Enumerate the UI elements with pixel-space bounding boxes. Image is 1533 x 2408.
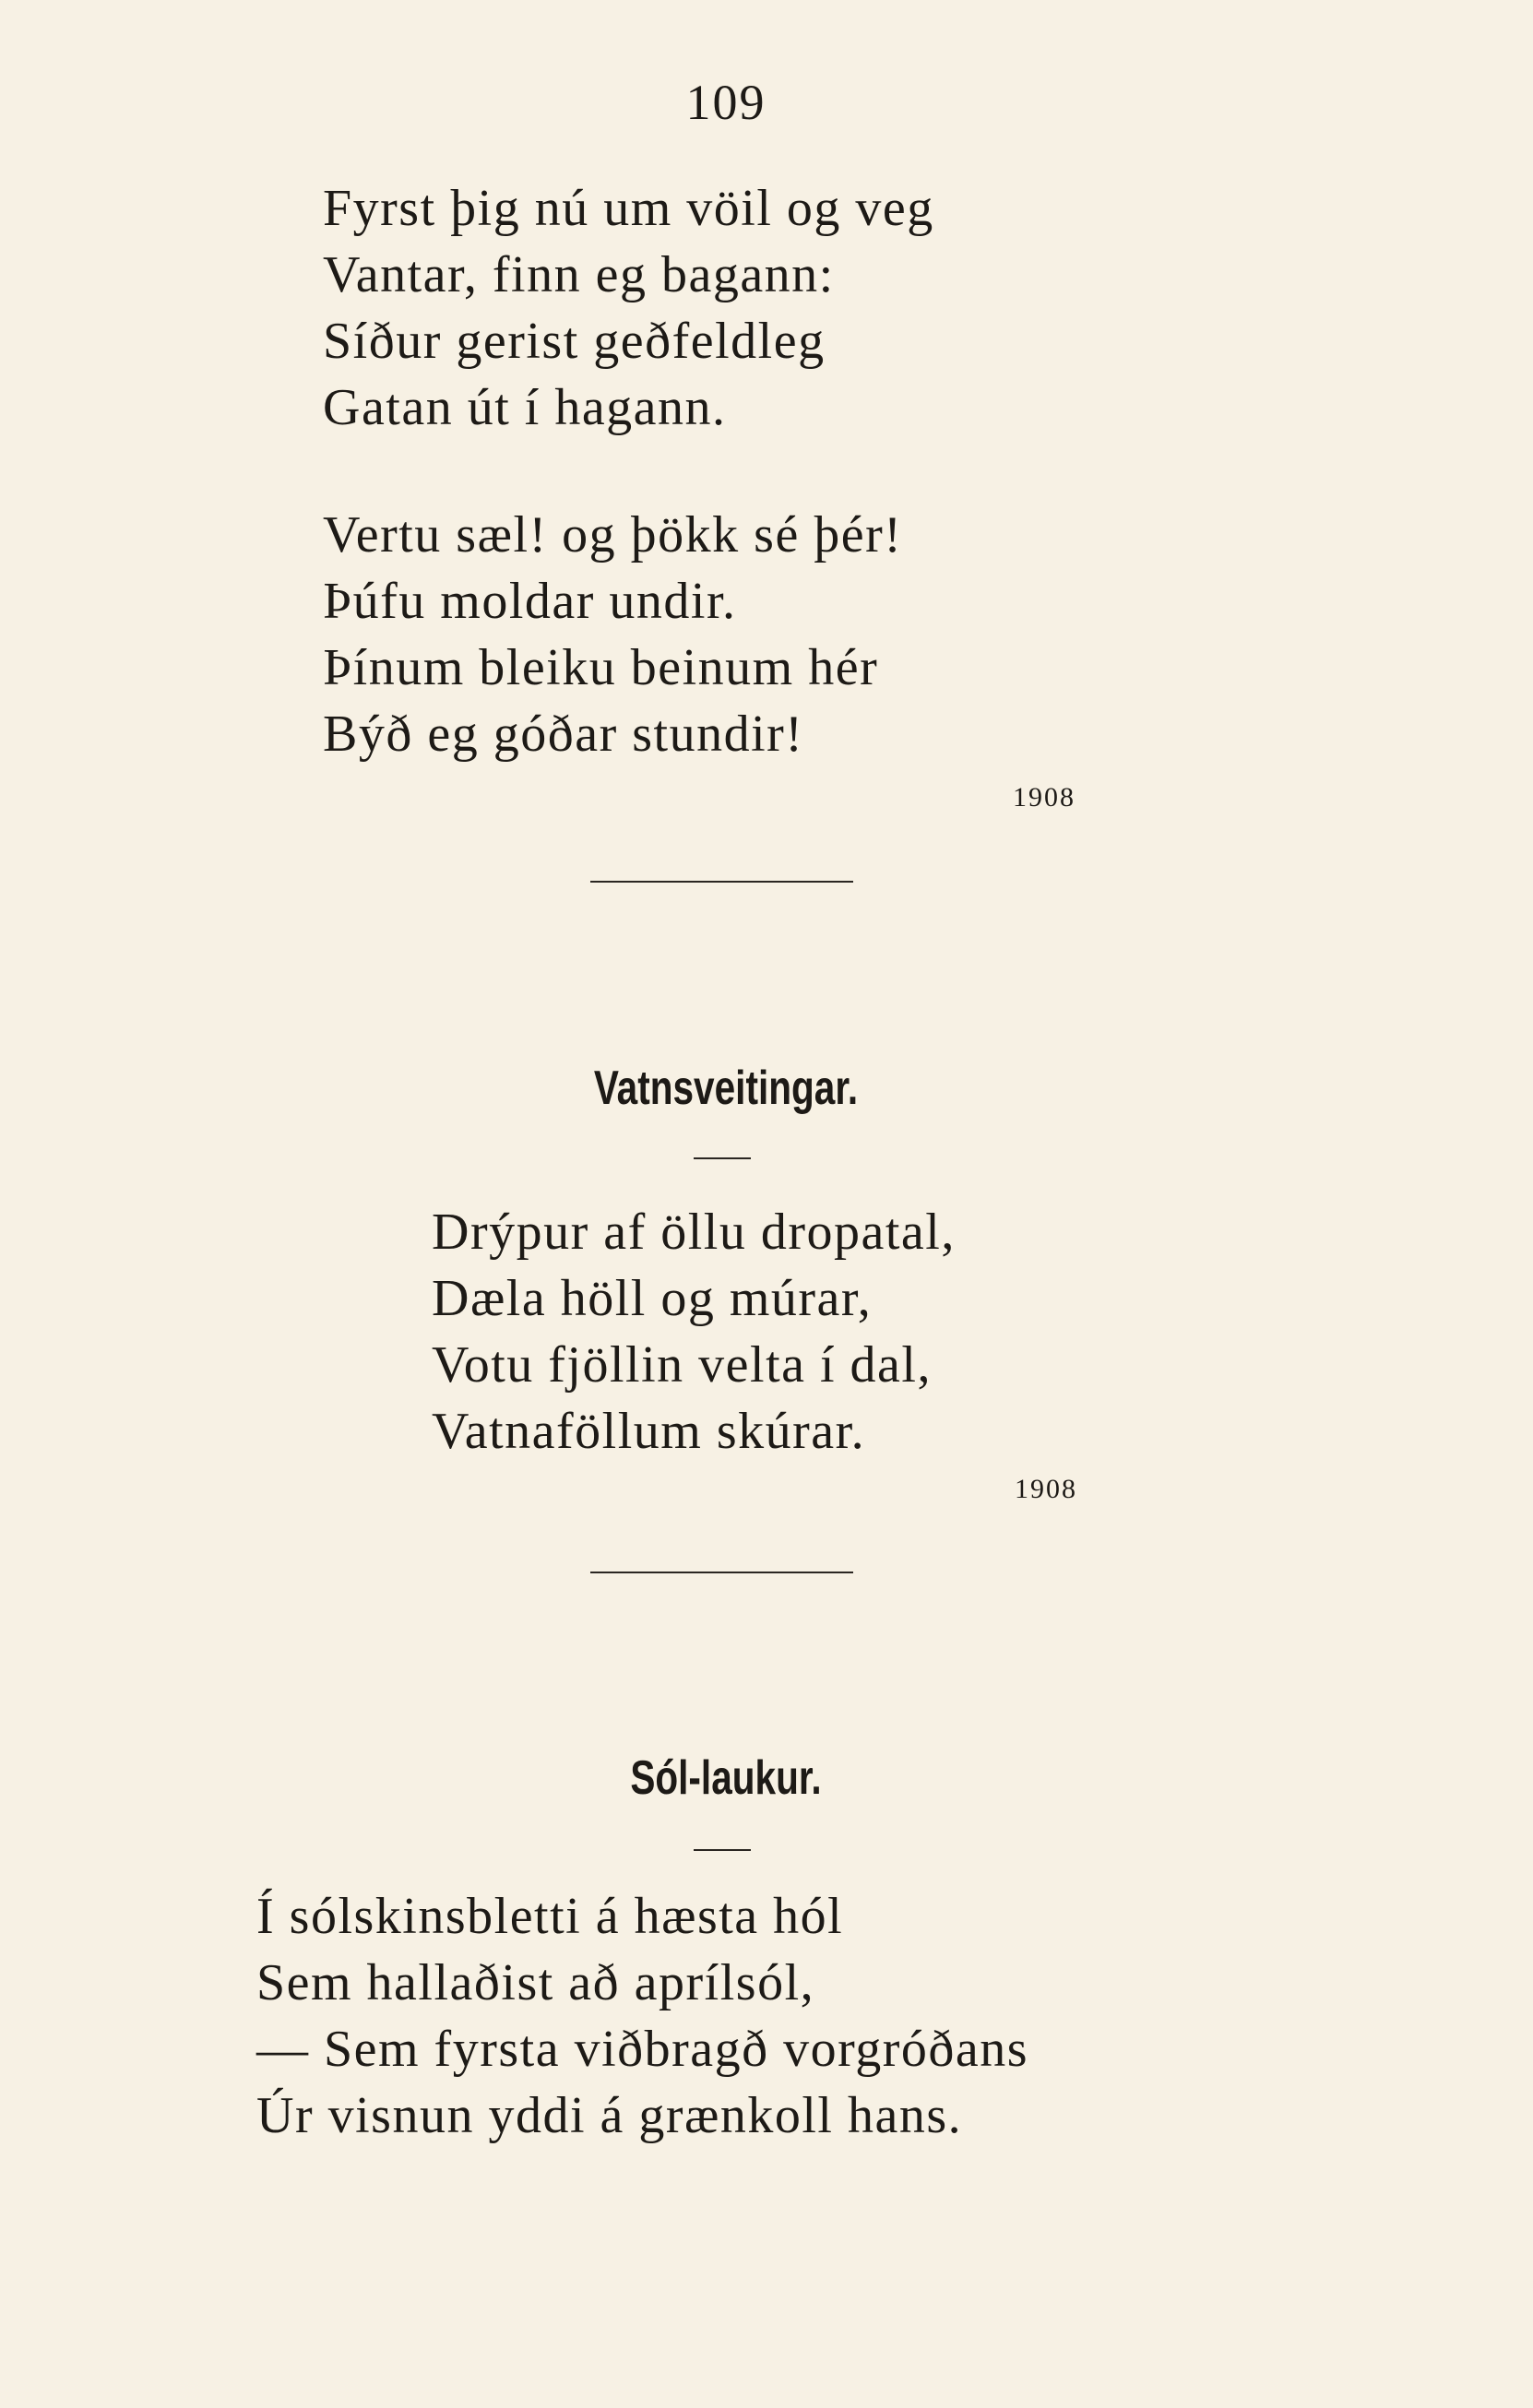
poem1-date: 1908 <box>1013 782 1075 813</box>
verse-line: Þínum bleiku beinum hér <box>323 639 879 696</box>
section-divider <box>590 881 853 883</box>
verse-line: Úr visnun yddi á grænkoll hans. <box>256 2087 963 2144</box>
verse-line: Síður gerist geðfeldleg <box>323 313 826 370</box>
page-number: 109 <box>685 75 766 130</box>
poem2-title: Vatnsveitingar. <box>593 1062 859 1115</box>
title-underline <box>694 1157 751 1159</box>
section-divider <box>590 1572 853 1573</box>
poem1-stanza2 <box>323 502 902 767</box>
verse-line: Býð eg góðar stundir! <box>323 706 804 763</box>
poem3-stanza <box>256 1883 1028 2149</box>
verse-line: Drýpur af öllu dropatal, <box>432 1204 956 1261</box>
verse-line: Gatan út í hagann. <box>323 379 727 436</box>
poem2-stanza <box>432 1199 956 1465</box>
verse-line: Vantar, finn eg bagann: <box>323 246 835 303</box>
verse-line: Þúfu moldar undir. <box>323 573 737 630</box>
verse-line: Fyrst þig nú um vöil og veg <box>323 180 934 237</box>
poem3-title: Sól-laukur. <box>630 1751 822 1805</box>
verse-line: Vertu sæl! og þökk sé þér! <box>323 506 903 563</box>
poem1-stanza1 <box>323 175 934 441</box>
verse-line: Í sólskinsbletti á hæsta hól <box>256 1888 844 1945</box>
verse-line: Dæla höll og múrar, <box>432 1270 873 1327</box>
verse-line: Votu fjöllin velta í dal, <box>432 1336 932 1394</box>
poem2-date: 1908 <box>1015 1474 1077 1504</box>
verse-line: — Sem fyrsta viðbragð vorgróðans <box>256 2021 1029 2078</box>
verse-line: Sem hallaðist að aprílsól, <box>256 1954 815 2011</box>
title-underline <box>694 1849 751 1851</box>
verse-line: Vatnaföllum skúrar. <box>432 1403 866 1460</box>
